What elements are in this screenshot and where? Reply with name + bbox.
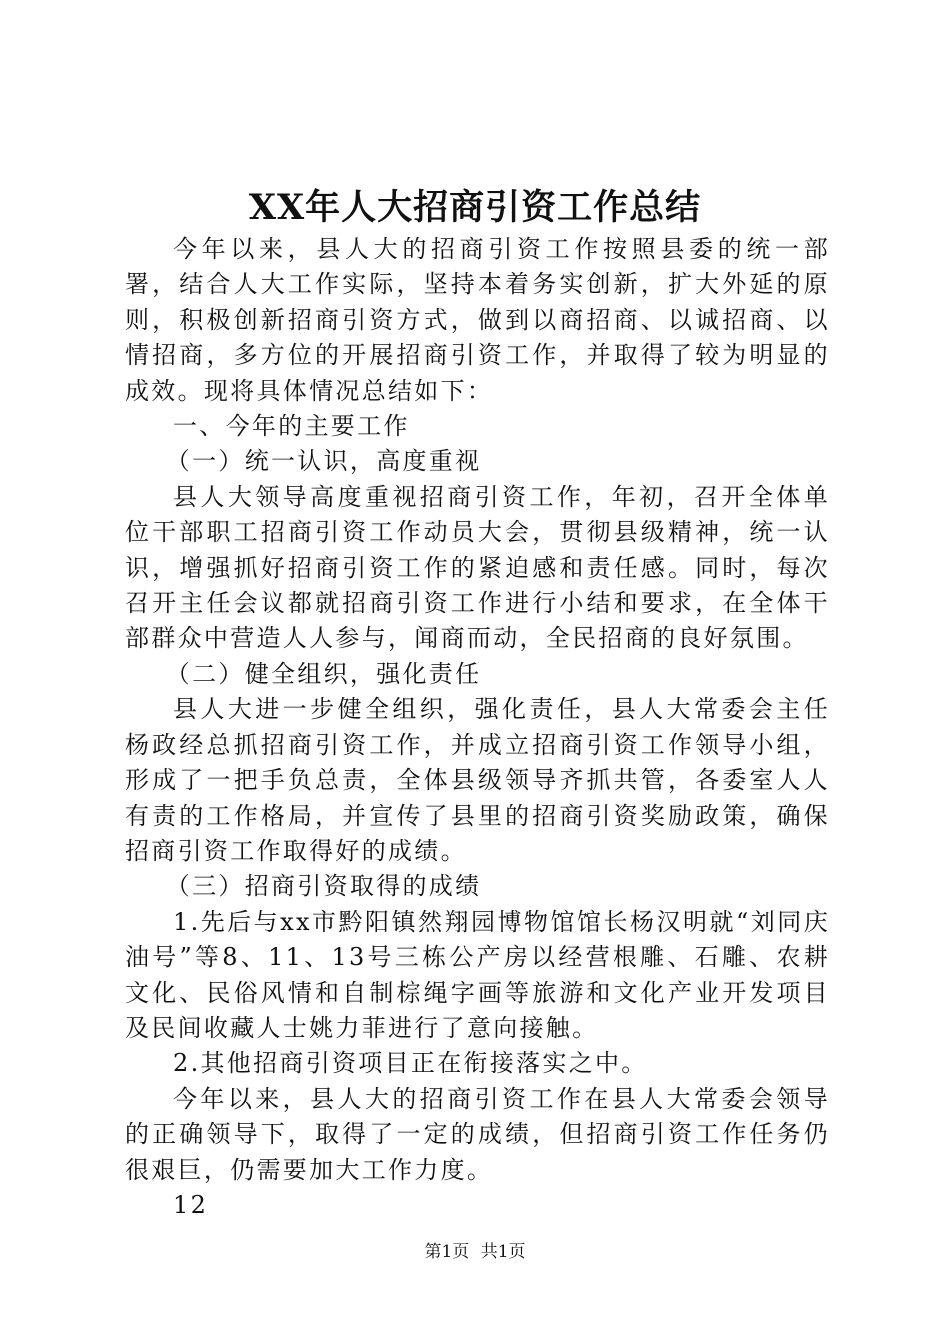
page-total: 共1页 [480, 1242, 526, 1262]
subsection-heading-2: （二）健全组织，强化责任 [165, 659, 482, 688]
body-paragraph: 县人大领导高度重视招商引资工作，年初，召开全体单位干部职工招商引资工作动员大会，贯彻县级精神，统一认识，增强抓好招商引资工作的紧迫感和责任感。同时，每次召开主任会议都就招商引资工作进行小结和要求，在全体干部群众中营造人人参与，闻商而动，全民招商的良好氛围。 [125, 482, 830, 653]
body-paragraph: 县人大进一步健全组织，强化责任，县人大常委会主任杨政经总抓招商引资工作，并成立招商引资工作领导小组，形成了一把手负总责，全体县级领导齐抓共管，各委室人人有责的工作格局，并宣传了县里的招商引资奖励政策，确保招商引资工作取得好的成绩。 [125, 695, 830, 865]
page-footer [0, 1240, 950, 1264]
document-body [125, 232, 830, 1223]
intro-paragraph: 今年以来，县人大的招商引资工作按照县委的统一部署，结合人大工作实际，坚持本着务实创新，扩大外延的原则，积极创新招商引资方式，做到以商招商、以诚招商、以情招商，多方位的开展招商引资工作，并取得了较为明显的成效。现将具体情况总结如下： [125, 235, 830, 405]
list-item: 1.先后与xx市黔阳镇然翔园博物馆馆长杨汉明就“刘同庆油号”等8、11、13号三栋公产房以经营根雕、石雕、农耕文化、民俗风情和自制棕绳字画等旅游和文化产业开发项目及民间收藏人士姚力菲进行了意向接触。 [125, 907, 830, 1042]
trailing-number: 12 [173, 1190, 209, 1219]
page-number: 第1页 [424, 1242, 470, 1262]
subsection-heading-3: （三）招商引资取得的成绩 [165, 872, 482, 901]
closing-paragraph: 今年以来，县人大的招商引资工作在县人大常委会领导的正确领导下，取得了一定的成绩，但招商引资工作任务仍很艰巨，仍需要加大工作力度。 [125, 1084, 830, 1184]
section-heading-main-work: 一、今年的主要工作 [173, 412, 410, 441]
subsection-heading-1: （一）统一认识，高度重视 [165, 447, 482, 476]
document-title: XX年人大招商引资工作总结 [248, 187, 702, 228]
list-item: 2.其他招商引资项目正在衔接落实之中。 [173, 1049, 648, 1078]
